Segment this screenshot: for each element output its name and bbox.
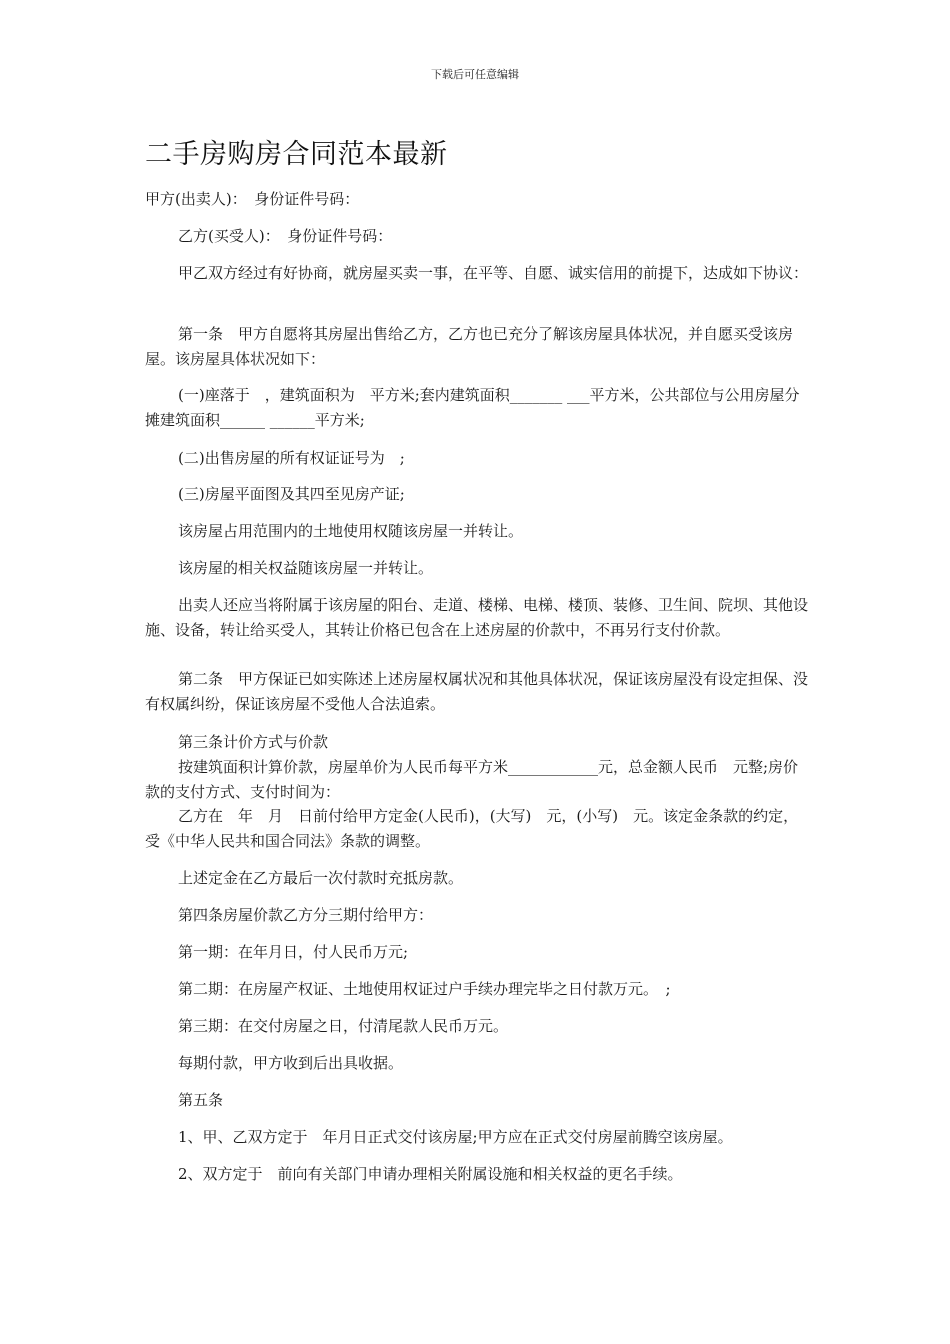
paragraph-item-1: (一)座落于 ，建筑面积为 平方米;套内建筑面积_______ ___平方米，公共部位与公用房屋分摊建筑面积______ ______平方米; (145, 386, 800, 429)
paragraph-phase-2: 第二期：在房屋产权证、土地使用权证过户手续办理完毕之日付款万元。 ; (178, 980, 671, 998)
paragraph-phase-1: 第一期：在年月日，付人民币万元; (178, 943, 409, 961)
paragraph-article-1: 第一条 甲方自愿将其房屋出售给乙方，乙方也已充分了解该房屋具体状况，并自愿买受该房屋。该房屋具体状况如下： (145, 325, 794, 368)
page-header: 下载后可任意编辑 (431, 68, 519, 81)
paragraph-clause-5-2: 2、双方定于 前向有关部门申请办理相关附属设施和相关权益的更名手续。 (178, 1165, 683, 1183)
paragraph-party-b: 乙方(买受人)： 身份证件号码： (178, 227, 393, 245)
paragraph-article-2: 第二条 甲方保证已如实陈述上述房屋权属状况和其他具体状况，保证该房屋没有设定担保、没有权属纠纷，保证该房屋不受他人合法追索。 (145, 670, 809, 713)
paragraph-rights: 该房屋的相关权益随该房屋一并转让。 (178, 559, 434, 577)
paragraph-phase-3: 第三期：在交付房屋之日，付清尾款人民币万元。 (178, 1017, 509, 1035)
paragraph-item-3: (三)房屋平面图及其四至见房产证; (178, 485, 405, 503)
paragraph-article-3: 第三条计价方式与价款 (178, 733, 329, 751)
paragraph-item-2: (二)出售房屋的所有权证证号为 ; (178, 449, 405, 467)
paragraph-party-a: 甲方(出卖人)： 身份证件号码： (145, 190, 360, 208)
paragraph-attachments: 出卖人还应当将附属于该房屋的阳台、走道、楼梯、电梯、楼顶、装修、卫生间、院坝、其他设施、设备，转让给买受人，其转让价格已包含在上述房屋的价款中，不再另行支付价款。 (145, 596, 809, 639)
paragraph-land-use: 该房屋占用范围内的土地使用权随该房屋一并转让。 (178, 522, 524, 540)
paragraph-deposit: 乙方在 年 月 日前付给甲方定金(人民币)，(大写) 元，(小写) 元。该定金条款的约定，受《中华人民共和国合同法》条款的调整。 (145, 807, 799, 850)
paragraph-article-4: 第四条房屋价款乙方分三期付给甲方： (178, 906, 434, 924)
paragraph-clause-5-1: 1、甲、乙双方定于 年月日正式交付该房屋;甲方应在正式交付房屋前腾空该房屋。 (178, 1128, 733, 1146)
paragraph-intro: 甲乙双方经过有好协商，就房屋买卖一事，在平等、自愿、诚实信用的前提下，达成如下协议： (178, 264, 809, 282)
paragraph-article-5: 第五条 (178, 1091, 224, 1109)
document-title: 二手房购房合同范本最新 (145, 139, 448, 170)
paragraph-pricing: 按建筑面积计算价款，房屋单价为人民币每平方米____________元，总金额人民币 元整;房价款的支付方式、支付时间为： (145, 758, 799, 801)
paragraph-deposit-offset: 上述定金在乙方最后一次付款时充抵房款。 (178, 869, 464, 887)
paragraph-receipt: 每期付款，甲方收到后出具收据。 (178, 1054, 404, 1072)
